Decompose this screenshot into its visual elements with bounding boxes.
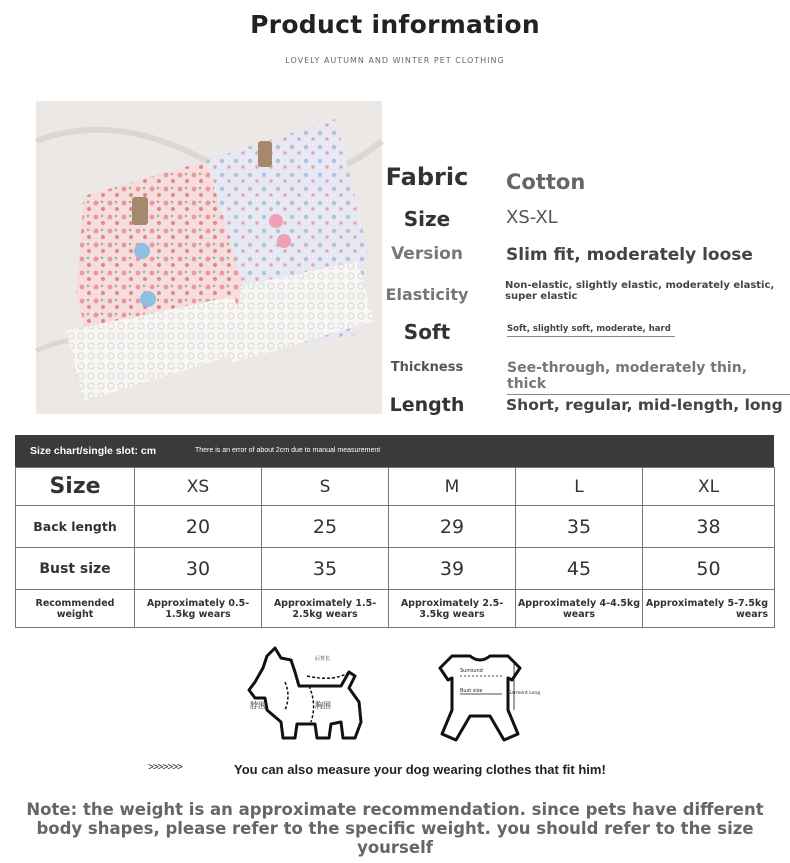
page-title: Product information	[250, 10, 540, 39]
dog-chest-label: 胸围	[315, 701, 331, 710]
weight-note: Note: the weight is an approximate recommendation. since pets have different body shapes, please refer to the specific weight. you should refer to the size yourself	[26, 800, 764, 857]
size-cell: S	[262, 468, 389, 506]
size-cell: XS	[135, 468, 262, 506]
table-row	[16, 468, 775, 506]
row-label-back-length: Back length	[16, 506, 135, 548]
table-cell: Approximately 2.5-3.5kg wears	[389, 590, 516, 628]
dog-back-label: 后背长	[315, 656, 331, 662]
garment-bust-label: Bust size	[460, 688, 483, 694]
table-cell: 30	[135, 548, 262, 590]
row-label-recommended-weight: Recommended weight	[16, 590, 135, 628]
size-chart-header	[15, 435, 774, 467]
attr-value-thickness: See-through, moderately thin, thick	[507, 360, 790, 395]
table-cell: Approximately 1.5-2.5kg wears	[262, 590, 389, 628]
garment-length-label: Garment Long	[508, 691, 541, 696]
product-photo	[36, 101, 382, 414]
table-cell: 25	[262, 506, 389, 548]
size-cell: L	[516, 468, 643, 506]
arrows-icon: >>>>>>>	[148, 762, 182, 773]
size-chart-error-note: There is an error of about 2cm due to manual measurement	[195, 447, 381, 454]
attr-label-soft: Soft	[403, 320, 451, 344]
attr-label-thickness: Thickness	[390, 360, 464, 375]
page-subtitle: LOVELY AUTUMN AND WINTER PET CLOTHING	[285, 56, 505, 65]
attr-label-version: Version	[391, 244, 463, 264]
attr-value-elasticity: Non-elastic, slightly elastic, moderately elastic, super elastic	[505, 280, 775, 302]
size-cell: XL	[643, 468, 775, 506]
table-cell: 29	[389, 506, 516, 548]
attr-value-soft: Soft, slightly soft, moderate, hard	[507, 324, 675, 337]
attr-value-size: XS-XL	[506, 207, 558, 228]
table-cell: 38	[643, 506, 775, 548]
table-cell: 20	[135, 506, 262, 548]
table-cell: 45	[516, 548, 643, 590]
attr-label-fabric: Fabric	[385, 163, 469, 191]
table-row	[16, 590, 775, 628]
table-cell: 35	[262, 548, 389, 590]
size-header-cell: Size	[16, 468, 135, 506]
table-cell: Approximately 4-4.5kg wears	[516, 590, 643, 628]
table-cell: 39	[389, 548, 516, 590]
table-cell: Approximately 0.5-1.5kg wears	[135, 590, 262, 628]
garment-surround-label: Surround	[460, 668, 483, 674]
attr-label-length: Length	[389, 394, 465, 416]
measure-tip-text: You can also measure your dog wearing clothes that fit him!	[234, 762, 606, 777]
attr-value-length: Short, regular, mid-length, long	[506, 396, 783, 414]
size-cell: M	[389, 468, 516, 506]
attr-value-version: Slim fit, moderately loose	[506, 245, 753, 265]
dog-measurement-diagram	[245, 642, 375, 744]
size-chart-unit: Size chart/single slot: cm	[30, 445, 157, 457]
attr-label-size: Size	[403, 207, 451, 231]
attr-value-fabric: Cotton	[506, 170, 586, 194]
table-row	[16, 548, 775, 590]
table-cell: 35	[516, 506, 643, 548]
attr-label-elasticity: Elasticity	[385, 285, 469, 304]
garment-measurement-diagram	[430, 650, 541, 744]
size-table	[15, 467, 775, 628]
row-label-bust-size: Bust size	[16, 548, 135, 590]
dog-neck-label: 脖围	[250, 701, 266, 710]
table-cell: Approximately 5-7.5kg wears	[643, 590, 775, 628]
table-row	[16, 506, 775, 548]
table-cell: 50	[643, 548, 775, 590]
